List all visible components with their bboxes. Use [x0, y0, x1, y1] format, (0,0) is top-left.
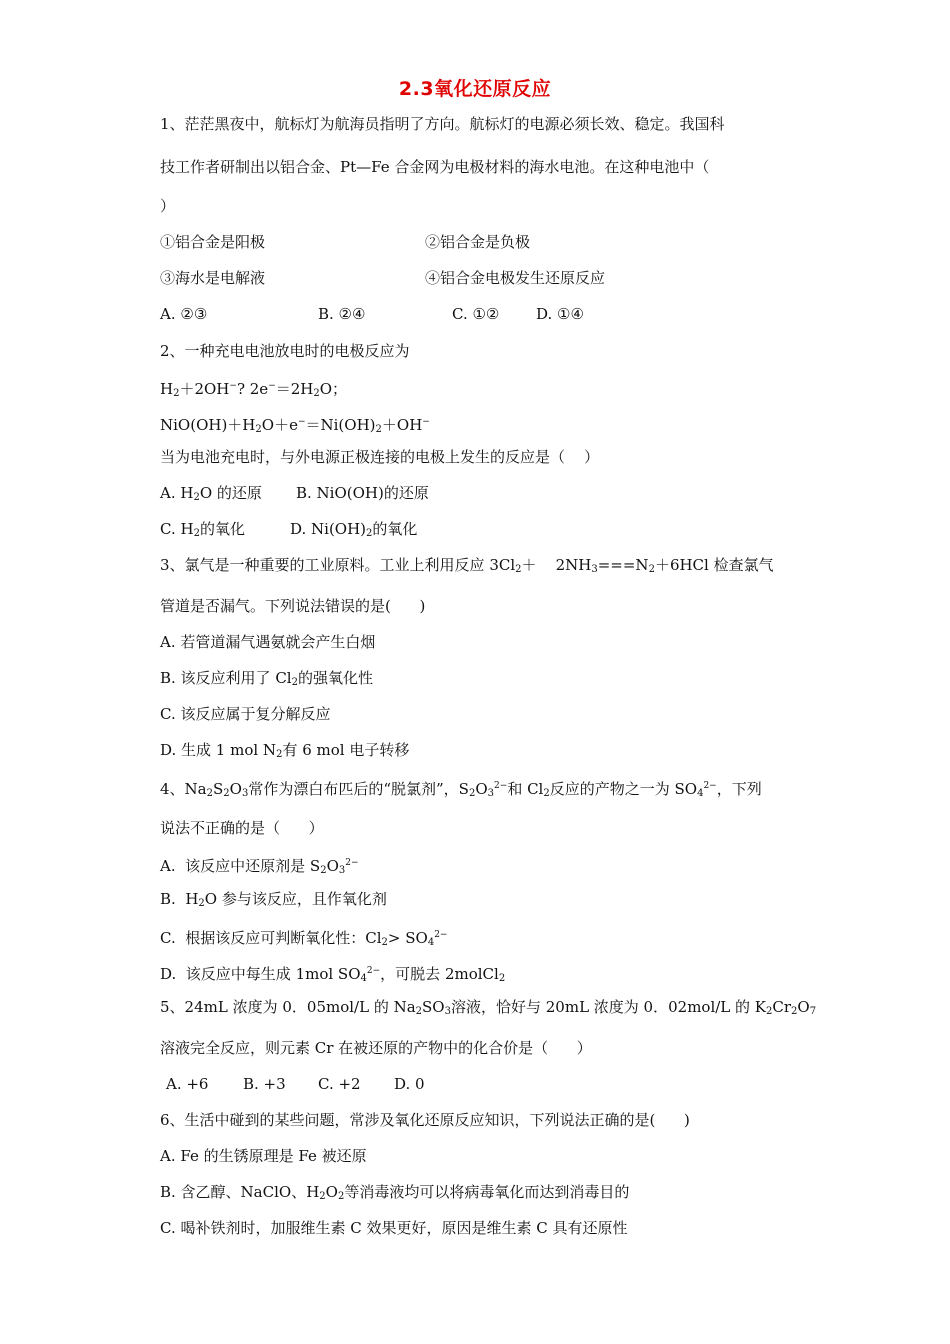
q4-stem-line1: 4、$Na_2S_2O_3$常作为漂白布匹后的“脱氯剂”，$S_2O_3^{2-}$和 $Cl_2$反应的产物之一为 $SO_4^{2-}$，下列: [160, 780, 762, 799]
q1-statement-4: ④铝合金电极发生还原反应: [425, 269, 606, 287]
q2-option-d: D. $Ni(OH)_2$的氧化: [290, 520, 418, 539]
q3-option-d: D. 生成 1 mol $N_2$有 6 mol 电子转移: [160, 741, 410, 760]
q5-option-a: A. +6: [166, 1075, 209, 1093]
q6-stem: 6、生活中碰到的某些问题，常涉及氧化还原反应知识，下列说法正确的是( ): [160, 1111, 690, 1129]
q6-option-a: A. Fe 的生锈原理是 Fe 被还原: [160, 1147, 367, 1165]
q2-option-c: C. $H_2$的氧化: [160, 520, 245, 539]
q1-option-d: D. ①④: [536, 305, 584, 323]
q1-stem-line2: 技工作者研制出以铝合金、Pt—Fe 合金网为电极材料的海水电池。在这种电池中（: [160, 158, 710, 176]
q2-option-a: A. $H_2O$ 的还原: [160, 484, 262, 503]
q3-stem-line1: 3、氯气是一种重要的工业原料。工业上利用反应 $3Cl_2+$ $2NH_3===N_2+6HCl$ 检查氯气: [160, 556, 774, 575]
q2-equation-2: $NiO(OH)+H_2O+e^-=Ni(OH)_2+OH^-$: [160, 416, 430, 435]
q5-option-b: B. +3: [243, 1075, 286, 1093]
q3-stem-line2: 管道是否漏气。下列说法错误的是( ): [160, 597, 426, 615]
q2-stem: 2、一种充电电池放电时的电极反应为: [160, 342, 410, 360]
q5-stem-line2: 溶液完全反应，则元素 Cr 在被还原的产物中的化合价是（ ）: [160, 1039, 592, 1057]
q3-option-a: A. 若管道漏气遇氨就会产生白烟: [160, 633, 376, 651]
q1-statement-2: ②铝合金是负极: [425, 233, 531, 251]
q5-stem-line1: 5、24mL 浓度为 0．05mol/L 的 $Na_2SO_3$溶液，恰好与 20mL 浓度为 0．02mol/L 的 $K_2Cr_2O_7$: [160, 998, 817, 1017]
q6-option-b: B. 含乙醇、NaClO、$H_2O_2$等消毒液均可以将病毒氧化而达到消毒目的: [160, 1183, 630, 1202]
q1-statement-1: ①铝合金是阳极: [160, 233, 266, 251]
q4-option-d: D. 该反应中每生成 1mol $SO_4^{2-}$，可脱去 2molCl$_2$: [160, 965, 506, 984]
q5-option-c: C. +2: [318, 1075, 361, 1093]
q1-option-b: B. ②④: [318, 305, 366, 323]
q4-option-c: C. 根据该反应可判断氧化性：$Cl_2> SO_4^{2-}$: [160, 929, 448, 948]
q4-option-a: A. 该反应中还原剂是 $S_2O_3^{2-}$: [160, 857, 359, 876]
q1-stem-line1: 1、茫茫黑夜中，航标灯为航海员指明了方向。航标灯的电源必须长效、稳定。我国科: [160, 115, 725, 133]
q1-statement-3: ③海水是电解液: [160, 269, 266, 287]
q2-option-b: B. NiO(OH)的还原: [296, 484, 429, 502]
q1-stem-line3: ）: [160, 197, 176, 215]
q2-equation-1: $H_2+2OH^-$? $2e^-=2H_2O$；: [160, 380, 348, 399]
q3-option-b: B. 该反应利用了 $Cl_2$的强氧化性: [160, 669, 373, 688]
q2-question: 当为电池充电时，与外电源正极连接的电极上发生的反应是（ ）: [160, 448, 600, 466]
q1-option-c: C. ①②: [452, 305, 500, 323]
q4-option-b: B. $H_2O$ 参与该反应，且作氧化剂: [160, 890, 387, 909]
q5-option-d: D. 0: [394, 1075, 425, 1093]
q6-option-c: C. 喝补铁剂时，加服维生素 C 效果更好，原因是维生素 C 具有还原性: [160, 1219, 628, 1237]
document-title: 2.3氧化还原反应: [398, 78, 552, 100]
q3-option-c: C. 该反应属于复分解反应: [160, 705, 331, 723]
q1-option-a: A. ②③: [160, 305, 208, 323]
q4-stem-line2: 说法不正确的是（ ）: [160, 819, 324, 837]
